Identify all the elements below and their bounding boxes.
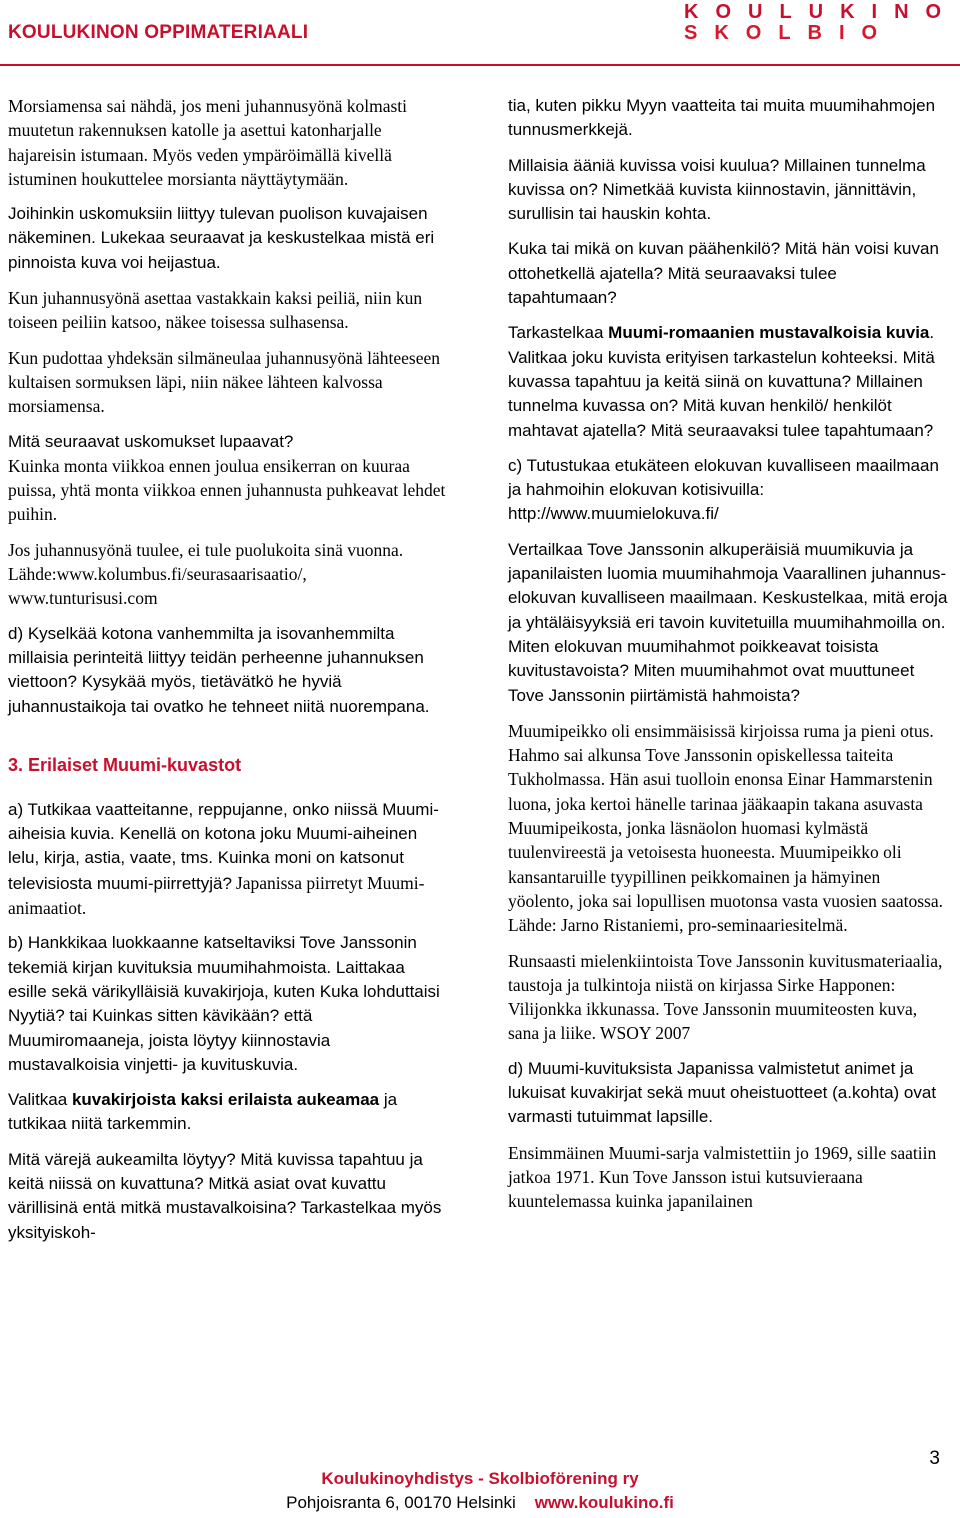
logo-line-2: SKOLBIO	[684, 22, 895, 44]
paragraph: Runsaasti mielenkiintoista Tove Janssonin kuvitusmateriaalia, taustoja ja tulkintoja niistä on kirjassa Sirke Happonen: Vilijonkka ikkunassa. Tove Janssonin muumiteosten kuva, sana ja liike. WSOY 2007	[508, 950, 943, 1044]
paragraph: Kun pudottaa yhdeksän silmäneulaa juhannusyönä lähteeseen kultaisen sormuksen läpi, niin näkee lähteen kalvossa morsiamensa.	[8, 347, 441, 417]
page-number: 3	[929, 1448, 940, 1469]
footer-address: Pohjoisranta 6, 00170 Helsinki	[286, 1493, 516, 1512]
paragraph: Ensimmäinen Muumi-sarja valmistettiin jo 1969, sille saatiin jatkoa 1971. Kun Tove Jansson istui kutsuvieraana kuuntelemassa kuinka japanilainen	[508, 1142, 937, 1212]
paragraph	[8, 1088, 446, 1137]
paragraph: tia, kuten pikku Myyn vaatteita tai muita muumihahmojen tunnusmerkkejä.	[508, 96, 936, 140]
right-column	[508, 94, 948, 1224]
paragraph-text: Japanissa piirretyt Muumi-animaatiot.	[8, 872, 425, 919]
paragraph: Kuinka monta viikkoa ennen joulua ensikerran on kuuraa puissa, yhtä monta viikkoa ennen juhannusta puhkeavat lehdet puihin.	[8, 455, 446, 525]
footer-address-line	[0, 1493, 960, 1513]
paragraph: Morsiamensa sai nähdä, jos meni juhannusyönä kolmasti muutetun rakennuksen katolle ja asettui katonharjalle hajareisin istumaan. Myös veden ympäröimällä kivellä istuminen houkuttelee morsianta näyttäytymään.	[8, 96, 408, 189]
paragraph: c) Tutustukaa etukäteen elokuvan kuvalliseen maailmaan ja hahmoihin elokuvan kotisivuilla: http://www.muumielokuva.fi/	[508, 455, 939, 524]
source-line: Lähde:www.kolumbus.fi/seurasaarisaatio/, www.tunturisusi.com	[8, 564, 307, 609]
text: Valitkaa	[8, 1090, 72, 1110]
paragraph: Joihinkin uskomuksiin liittyy tulevan puolison kuvajaisen näkeminen. Lukekaa seuraavat ja keskustelkaa mistä eri pinnoista kuva voi heijastua.	[8, 204, 435, 272]
paragraph: Kuka tai mikä on kuvan päähenkilö? Mitä hän voisi kuvan ottohetkellä ajatella? Mitä seuraavaksi tulee tapahtumaan?	[508, 239, 939, 308]
left-column	[8, 94, 446, 1256]
paragraph: Millaisia ääniä kuvissa voisi kuulua? Millainen tunnelma kuvissa on? Nimetkää kuvista kiinnostavin, jännittävin, surullisin tai hauskin kohta.	[508, 155, 926, 224]
footer-url-link[interactable]: www.koulukino.fi	[534, 1493, 674, 1512]
koulukino-logo	[684, 1, 959, 44]
header-title: KOULUKINON OPPIMATERIAALI	[8, 22, 309, 43]
paragraph	[508, 321, 948, 442]
question: Mitä seuraavat uskomukset lupaavat?	[8, 431, 294, 451]
bold-text: kuvakirjoista kaksi erilaista aukeamaa	[71, 1090, 380, 1110]
paragraph: Kun juhannusyönä asettaa vastakkain kaksi peiliä, niin kun toiseen peiliin katsoo, näkee toisessa sulhasensa.	[8, 288, 423, 333]
logo-line-1: KOULUKINO	[684, 1, 959, 23]
text: ja tutkikaa niitä tarkemmin.	[8, 1090, 398, 1134]
header-divider	[0, 64, 960, 66]
section-heading: 3. Erilaiset Muumi-kuvastot	[8, 754, 242, 775]
paragraph-text: a) Tutkikaa vaatteitanne, reppujanne, onko niissä Muumi-aiheisia kuvia. Kenellä on kotona joku Muumi-aiheinen lelu, kirja, astia, vaate, tms. Kuinka moni on katsonut televisiosta muumi-piirrettyjä?	[8, 799, 439, 893]
paragraph: Mitä värejä aukeamilta löytyy? Mitä kuvissa tapahtuu ja keitä niissä on kuvattuna? Mitkä asiat ovat kuvattu värillisinä entä mitkä mustavalkoisina? Tarkastelkaa myös yksityiskoh-	[8, 1149, 442, 1242]
text: . Valitkaa joku kuvista erityisen tarkastelun kohteeksi. Mitä kuvassa tapahtuu ja keitä siinä on kuvattuna? Millainen tunnelma kuvassa on? Mitä kuvan henkilö/ henkilöt mahtavat ajatella? Mitä seuraavaksi tulee tapahtumaan?	[508, 323, 935, 440]
bold-text: Muumi-romaanien mustavalkoisia kuvia	[608, 323, 930, 343]
paragraph: Muumipeikko oli ensimmäisissä kirjoissa ruma ja pieni otus. Hahmo sai alkunsa Tove Janssonin opiskellessa taiteita Tukholmassa. Hän asui tuolloin enonsa Einar Hammarstenin luona, joka kertoi hänelle tarinaa jääkaapin takana asuvasta Muumipeikosta, jonka läsnäolon huomasi kylmästä tuulenvireestä ja vetoisesta huoneesta. Muumipeikko oli kansantaruille tyypillinen peikkomainen ja hämyinen yöolento, joka sai lopullisen muotonsa vasta vuosien saatossa.	[508, 720, 944, 911]
paragraph: Vertailkaa Tove Janssonin alkuperäisiä muumikuvia ja japanilaisten luomia muumihahmoja Vaarallinen juhannus-elokuvan kuvalliseen maailmaan. Keskustelkaa, mitä eroja ja yhtäläisyyksiä eri tavoin kuvitetuilla muumihahmoilla on. Miten elokuvan muumihahmot poikkeavat toisista kuvitustavoista? Miten muumihahmot ovat muuttuneet Tove Janssonin piirtämistä hahmoista?	[508, 539, 948, 705]
paragraph: Jos juhannusyönä tuulee, ei tule puolukoita sinä vuonna.	[8, 539, 404, 560]
footer-organization: Koulukinoyhdistys - Skolbioförening ry	[321, 1469, 639, 1488]
text: Tarkastelkaa	[508, 323, 609, 343]
paragraph: d) Kyselkää kotona vanhemmilta ja isovanhemmilta millaisia perinteitä liittyy teidän perheenne juhannuksen viettoon? Kysykää myös, tietävätkö he hyviä juhannustaikoja tai ovatko he tehneet niitä nuorempana.	[8, 623, 430, 716]
source-line: Lähde: Jarno Ristaniemi, pro-seminaariesitelmä.	[508, 915, 848, 936]
paragraph: d) Muumi-kuvituksista Japanissa valmistetut animet ja lukuisat kuvakirjat sekä muut oheistuotteet (a.kohta) ovat varmasti tutuimmat lapsille.	[508, 1058, 937, 1127]
paragraph: b) Hankkikaa luokkaanne katseltaviksi Tove Janssonin tekemiä kirjan kuvituksia muumihahmoista. Laittakaa esille sekä värikylläisiä kuvakirjoja, kuten Kuka lohduttaisi Nyytiä? tai Kuinkas sitten kävikään? että Muumiromaaneja, joista löytyy kiinnostavia mustavalkoisia vinjetti- ja kuvituskuvia.	[8, 933, 440, 1074]
